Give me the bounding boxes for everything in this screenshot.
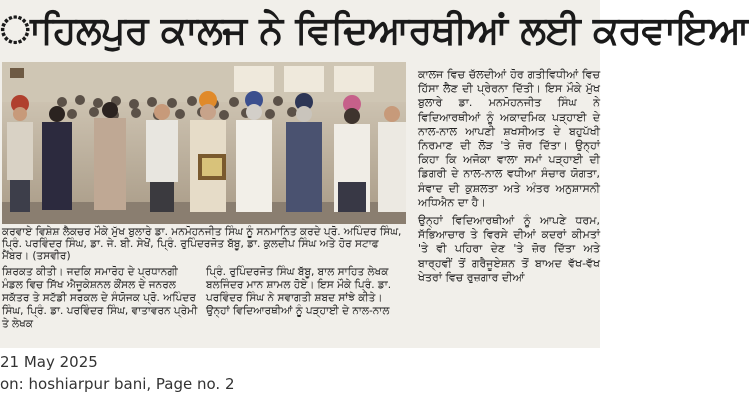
right-paragraph: ਉਨ੍ਹਾਂ ਵਿਦਿਆਰਥੀਆਂ ਨੂੰ ਆਪਣੇ ਧਰਮ, ਸੱਭਿਆਚਾਰ ਤੇ ਵਿਰਸੇ ਦੀਆਂ ਕਦਰਾਂ ਕੀਮਤਾਂ 'ਤੇ ਵੀ ਪਹਿਰਾ ਦੇਣ 'ਤੇ ਜ਼ੋਰ ਦਿੱਤਾ ਅਤੇ ਬਾਰ੍ਹਵੀਂ ਤੋਂ ਗਰੈਜੂਏਸ਼ਨ ਤੋਂ ਬਾਅਦ ਵੱਖ-ਵੱਖ ਖੇਤਰਾਂ ਵਿਚ ਰੁਜ਼ਗਾਰ ਦੀਆਂ bbox=[418, 214, 600, 284]
right-paragraph: ਕਾਲਜ ਵਿਚ ਚੱਲਦੀਆਂ ਹੋਰ ਗਤੀਵਿਧੀਆਂ ਵਿਚ ਹਿੱਸਾ ਲੈਣ ਦੀ ਪ੍ਰੇਰਨਾ ਦਿੱਤੀ। ਇਸ ਮੌਕੇ ਮੁੱਖ ਬੁਲਾਰੇ ਡਾ. ਮਨਮੋਹਨਜੀਤ ਸਿੰਘ ਨੇ ਵਿਦਿਆਰਥੀਆਂ ਨੂੰ ਅਕਾਦਮਿਕ ਪੜ੍ਹਾਈ ਦੇ ਨਾਲ-ਨਾਲ ਆਪਣੀ ਸ਼ਖਸੀਅਤ ਦੇ ਬਹੁਪੱਖੀ ਨਿਰਮਾਣ ਦੀ ਲੋੜ 'ਤੇ ਜ਼ੋਰ ਦਿੱਤਾ। ਉਨ੍ਹਾਂ ਕਿਹਾ ਕਿ ਅਜੋਕਾ ਵਾਲਾ ਸਮਾਂ ਪੜ੍ਹਾਈ ਦੀ ਡਿਗਰੀ ਦੇ ਨਾਲ-ਨਾਲ ਵਧੀਆ ਸੰਚਾਰ ਯੋਗਤਾ, ਸੰਵਾਦ ਦੀ ਕੁਸ਼ਲਤਾ ਅਤੇ ਅੰਤਰ ਅਨੁਸ਼ਾਸਨੀ ਅਧਿਐਨ ਦਾ ਹੈ। bbox=[418, 68, 600, 209]
bottom-middle-column: ਪ੍ਰਿੰ. ਰੁਪਿੰਦਰਜੋਤ ਸਿੰਘ ਬੱਬੂ, ਬਾਲ ਸਾਹਿਤ ਲੇਖਕ ਬਲਜਿੰਦਰ ਮਾਨ ਸ਼ਾਮਲ ਹੋਏ। ਇਸ ਮੌਕੇ ਪ੍ਰਿੰ. ਡਾ. ਪਰਵਿੰਦਰ ਸਿੰਘ ਨੇ ਸਵਾਗਤੀ ਸ਼ਬਦ ਸਾਂਝੇ ਕੀਤੇ। ਉਨ੍ਹਾਂ ਵਿਦਿਆਰਥੀਆਂ ਨੂੰ ਪੜ੍ਹਾਈ ਦੇ ਨਾਲ-ਨਾਲ bbox=[206, 266, 392, 317]
publication-date: 21 May 2025 bbox=[0, 353, 98, 371]
publication-source: on: hoshiarpur bani, Page no. 2 bbox=[0, 375, 235, 393]
right-article-column bbox=[418, 68, 600, 336]
article-photo bbox=[2, 62, 406, 224]
photo-caption: ਕਰਵਾਏ ਵਿਸ਼ੇਸ਼ ਲੈਕਚਰ ਮੌਕੇ ਮੁੱਖ ਬੁਲਾਰੇ ਡਾ. ਮਨਮੋਹਨਜੀਤ ਸਿੰਘ ਨੂੰ ਸਨਮਾਨਿਤ ਕਰਦੇ ਪ੍ਰੋ. ਅਪਿੰਦਰ ਸਿੰਘ, ਪ੍ਰਿੰ. ਪਰਵਿੰਦਰ ਸਿੰਘ, ਡਾ. ਜੇ. ਬੀ. ਸੇਖੋਂ, ਪ੍ਰਿੰ. ਰੁਪਿੰਦਰਜੋਤ ਬੱਬੂ, ਡਾ. ਕੁਲਦੀਪ ਸਿੰਘ ਅਤੇ ਹੋਰ ਸਟਾਫ ਮੈਂਬਰ। (ਤਸਵੀਰ) bbox=[2, 226, 402, 262]
group-photo-illustration bbox=[2, 62, 406, 224]
bottom-left-column: ਸ਼ਿਰਕਤ ਕੀਤੀ। ਜਦਕਿ ਸਮਾਰੋਹ ਦੇ ਪ੍ਰਧਾਨਗੀ ਮੰਡਲ ਵਿਚ ਸਿੱਖ ਐਜੂਕੇਸ਼ਨਲ ਕੌਂਸਲ ਦੇ ਜਨਰਲ ਸਕੱਤਰ ਤੇ ਸਟੱਡੀ ਸਰਕਲ ਦੇ ਸੰਯੋਜਕ ਪ੍ਰੋ. ਅਪਿੰਦਰ ਸਿੰਘ, ਪ੍ਰਿੰ. ਡਾ. ਪਰਵਿੰਦਰ ਸਿੰਘ, ਵਾਤਾਵਰਨ ਪ੍ਰੇਮੀ ਤੇ ਲੇਖਕ bbox=[2, 266, 198, 330]
headline: ਾਹਿਲਪੁਰ ਕਾਲਜ ਨੇ ਵਿਦਿਆਰਥੀਆਂ ਲਈ ਕਰਵਾਇਆ bbox=[0, 8, 749, 52]
